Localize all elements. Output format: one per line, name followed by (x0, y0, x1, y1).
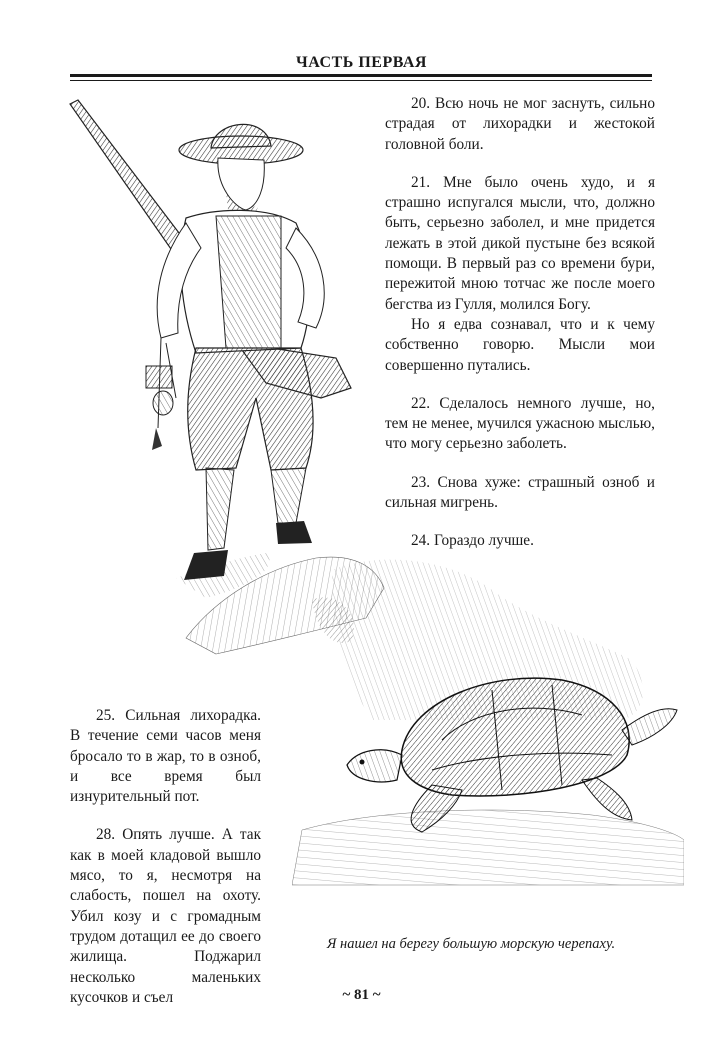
page-number: ~ 81 ~ (342, 987, 381, 1003)
paragraph: 28. Опять лучше. А так как в моей кладовой вышло мясо, то я, несмотря на слабость, пошел на охоту. Убил козу и с громадным трудом дотащил ее до своего жилища. Поджарил несколько маленьких кусочков и съел (70, 826, 261, 1006)
paragraph: 25. Сильная лихорадка. В течение семи часов меня бросало то в жар, то в озноб, и все время был изнурительный пот. (70, 707, 261, 806)
paragraph: 20. Всю ночь не мог заснуть, сильно страдая от лихорадки и жестокой головной боли. (385, 95, 655, 153)
header-rule-thin (70, 80, 652, 81)
running-head: ЧАСТЬ ПЕРВАЯ (296, 54, 427, 71)
right-text-column (385, 94, 655, 552)
paragraph: 21. Мне было очень худо, и я страшно испугался мысли, что, должно быть, серьезно заболел, и мне придется лежать в этой дикой пустыне без всякой помощи. В первый раз со времени бури, пережитой мною тотчас же после моего бегства из Гулля, молился Богу. (385, 173, 655, 313)
paragraph: 23. Снова хуже: страшный озноб и сильная мигрень. (385, 473, 655, 512)
paragraph: 22. Сделалось немного лучше, но, тем не менее, мучился ужасною мыслью, что могу серьезно заболеть. (385, 394, 655, 453)
sea-turtle-engraving (292, 540, 684, 900)
illustration-caption: Я нашел на берегу большую морскую черепаху. (326, 936, 616, 952)
paragraph: Но я едва сознавал, что и к чему собственно говорю. Мысли мои совершенно путались. (385, 315, 655, 374)
header-rule-thick (70, 74, 652, 77)
paragraph: 24. Гораздо лучше. (411, 532, 534, 550)
left-text-column (70, 706, 261, 1008)
